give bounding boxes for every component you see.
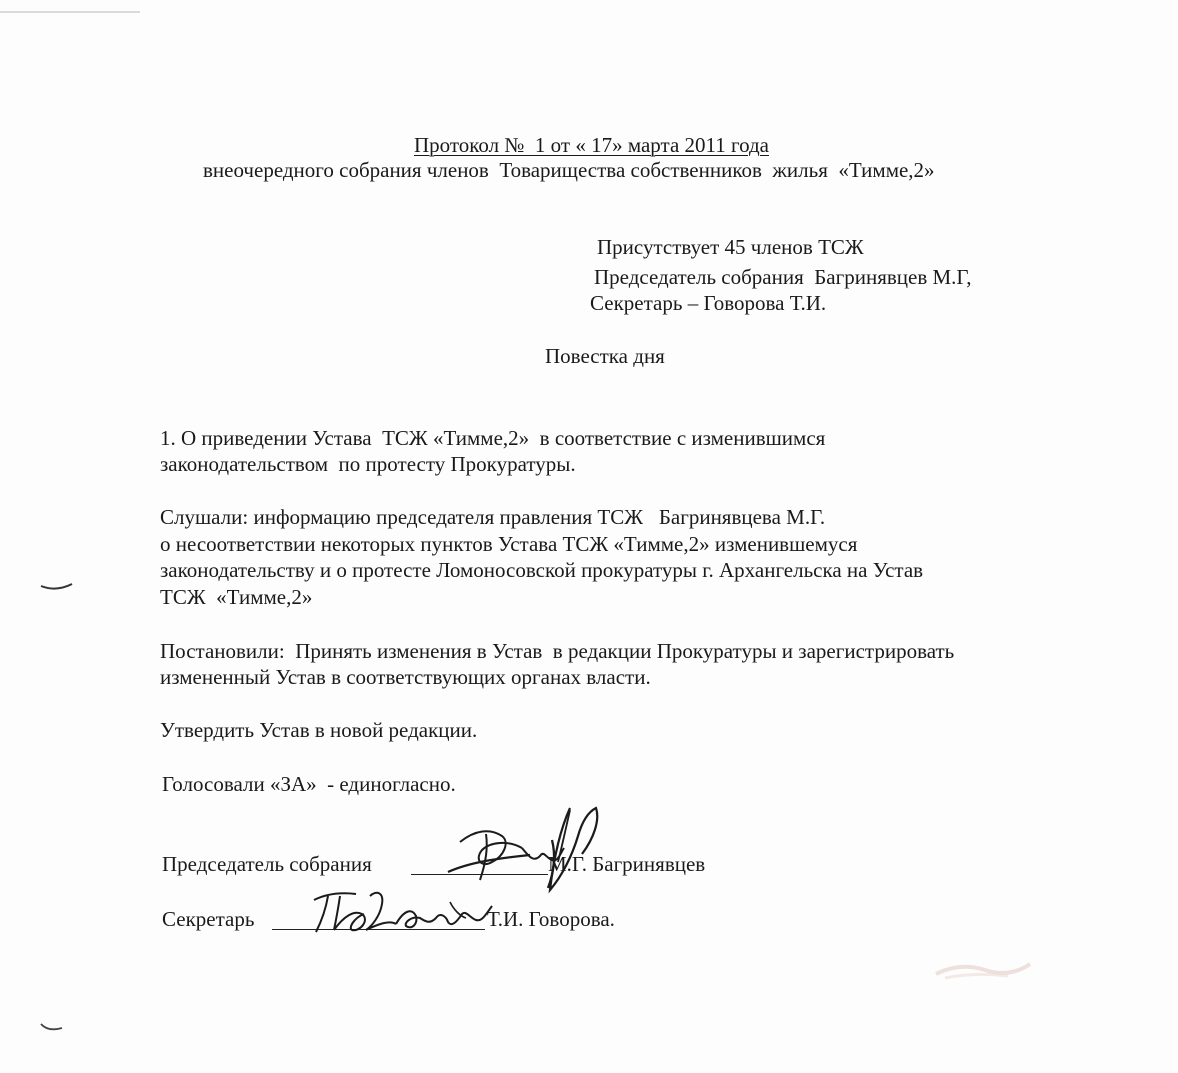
scan-artifact-mark-left [38,578,78,598]
agenda-item-line: законодательством по протесту Прокуратуры. [160,452,576,476]
document-subtitle: внеочередного собрания членов Товарищества собственников жилья «Тимме,2» [203,158,935,182]
resolved-line: Постановили: Принять изменения в Устав в редакции Прокуратуры и зарегистрировать [160,639,955,663]
scan-artifact-top [0,0,1178,20]
agenda-heading: Повестка дня [545,344,665,368]
agenda-item-line: 1. О приведении Устава ТСЖ «Тимме,2» в соответствие с изменившимся [160,426,826,450]
secretary-signature-label: Секретарь [162,907,255,931]
attendance-present: Присутствует 45 членов ТСЖ [597,235,864,259]
chair-signature-line [411,874,548,875]
heard-line: законодательству и о протесте Ломоносовской прокуратуры г. Архангельска на Устав [160,558,924,582]
chair-signature-name: М.Г. Багринявцев [548,852,706,876]
resolved-line: измененный Устав в соответствующих органах власти. [160,665,651,689]
chair-handwritten-signature [430,800,620,900]
heard-line: Слушали: информацию председателя правления ТСЖ Багринявцева М.Г. [160,505,826,529]
secretary-signature-line [272,929,485,930]
secretary-signature-name: Т.И. Говорова. [487,907,615,931]
attendance-chair: Председатель собрания Багринявцев М.Г, [594,265,972,289]
attendance-secretary: Секретарь – Говорова Т.И. [590,291,827,315]
scan-artifact-smudge [930,950,1040,990]
heard-line: ТСЖ «Тимме,2» [160,585,313,609]
scan-artifact-mark-left-bottom [38,1018,68,1038]
approve-statement: Утвердить Устав в новой редакции. [160,718,478,742]
document-title: Протокол № 1 от « 17» марта 2011 года [414,133,769,157]
heard-line: о несоответствии некоторых пунктов Устава ТСЖ «Тимме,2» изменившемуся [160,532,858,556]
chair-signature-label: Председатель собрания [162,852,372,876]
secretary-handwritten-signature [300,880,510,940]
vote-result: Голосовали «ЗА» - единогласно. [162,772,456,796]
